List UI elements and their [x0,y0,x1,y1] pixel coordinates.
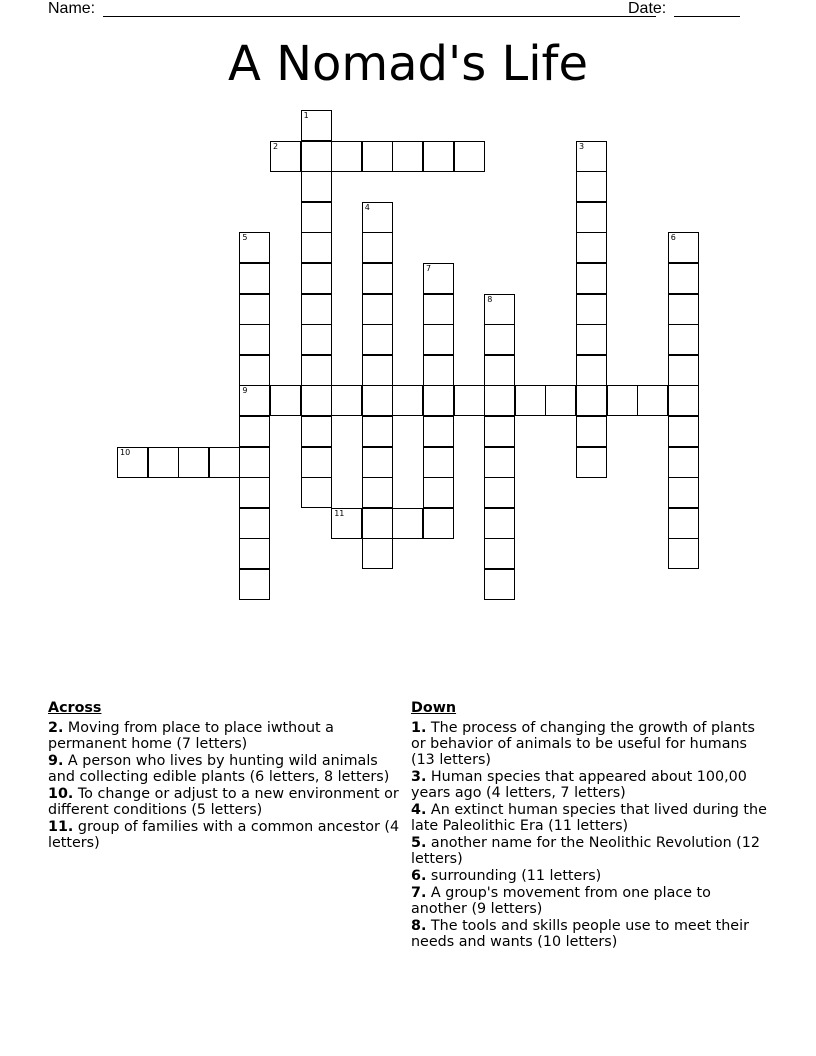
grid-cell[interactable] [668,477,699,508]
grid-cell[interactable] [301,355,332,386]
grid-cell[interactable] [668,355,699,386]
grid-cell[interactable] [239,538,270,569]
grid-cell[interactable] [362,232,393,263]
grid-cell[interactable] [301,263,332,294]
grid-cell[interactable] [301,416,332,447]
cell-number: 2 [273,141,279,151]
grid-cell[interactable] [239,232,270,263]
cell-number: 3 [579,141,585,151]
grid-cell[interactable] [484,569,515,600]
grid-cell[interactable] [576,416,607,447]
grid-cell[interactable] [239,355,270,386]
grid-cell[interactable] [301,110,332,141]
grid-cell[interactable] [576,324,607,355]
clue-text: surrounding (11 letters) [426,868,602,884]
grid-cell[interactable] [423,508,454,539]
grid-cell[interactable] [362,324,393,355]
grid-cell[interactable] [423,447,454,478]
clue-text: To change or adjust to a new environment or different conditions (5 letters) [48,786,399,818]
grid-cell[interactable] [423,385,454,416]
clue-item [411,835,771,867]
grid-cell[interactable] [637,385,668,416]
grid-cell[interactable] [576,294,607,325]
clue-number: 6. [411,868,427,884]
clue-number: 11. [48,819,74,835]
grid-cell[interactable] [362,416,393,447]
clue-number: 9. [48,753,64,769]
grid-cell[interactable] [362,538,393,569]
grid-cell[interactable] [270,385,301,416]
grid-cell[interactable] [239,324,270,355]
grid-cell[interactable] [239,294,270,325]
cell-number: 1 [303,111,309,120]
grid-cell[interactable] [607,385,638,416]
grid-cell[interactable] [301,447,332,478]
clue-item [411,868,771,884]
clue-item [411,918,771,950]
clue-number: 1. [411,720,427,736]
clue-text: A group's movement from one place to another (9 letters) [411,885,711,917]
grid-cell[interactable] [576,447,607,478]
grid-cell[interactable] [362,141,393,172]
grid-cell[interactable] [668,232,699,263]
cell-number: 4 [364,202,370,212]
grid-cell[interactable] [423,141,454,172]
cell-number: 9 [242,386,248,396]
puzzle-title: A Nomad's Life [228,36,588,92]
grid-cell[interactable] [301,141,332,172]
grid-cell[interactable] [576,171,607,202]
clue-number: 7. [411,885,427,901]
grid-cell[interactable] [392,508,423,539]
grid-cell[interactable] [301,294,332,325]
grid-cell[interactable] [423,355,454,386]
grid-cell[interactable] [668,294,699,325]
date-label: Date: [628,0,667,17]
grid-cell[interactable] [362,355,393,386]
across-heading: Across [48,700,102,716]
clue-text: The tools and skills people use to meet their needs and wants (10 letters) [411,918,749,950]
grid-cell[interactable] [484,355,515,386]
grid-cell[interactable] [239,263,270,294]
grid-cell[interactable] [362,477,393,508]
grid-cell[interactable] [576,232,607,263]
grid-cell[interactable] [239,508,270,539]
grid-cell[interactable] [668,385,699,416]
grid-cell[interactable] [362,202,393,233]
clue-number: 5. [411,835,427,851]
clue-item [48,786,403,818]
grid-cell[interactable] [484,294,515,325]
cell-number: 11 [334,508,345,518]
grid-cell[interactable] [301,477,332,508]
grid-cell[interactable] [668,508,699,539]
grid-cell[interactable] [484,447,515,478]
clue-text: Moving from place to place iwthout a permanent home (7 letters) [48,720,334,752]
grid-cell[interactable] [484,324,515,355]
grid-cell[interactable] [515,385,546,416]
cell-number: 10 [120,447,131,457]
clue-number: 2. [48,720,64,736]
grid-cell[interactable] [423,263,454,294]
grid-cell[interactable] [239,477,270,508]
grid-cell[interactable] [331,141,362,172]
clue-number: 4. [411,802,427,818]
grid-cell[interactable] [423,416,454,447]
grid-cell[interactable] [239,569,270,600]
clue-item [48,720,403,752]
grid-cell[interactable] [331,508,362,539]
grid-cell[interactable] [668,263,699,294]
grid-cell[interactable] [362,263,393,294]
grid-cell[interactable] [301,171,332,202]
clue-item [48,819,403,851]
grid-cell[interactable] [668,538,699,569]
grid-cell[interactable] [576,385,607,416]
grid-cell[interactable] [484,477,515,508]
grid-cell[interactable] [484,385,515,416]
down-heading: Down [411,700,457,716]
clue-item [411,802,771,834]
clue-text: Human species that appeared about 100,00 years ago (4 letters, 7 letters) [411,769,747,801]
down-clues [411,700,771,951]
clue-text: The process of changing the growth of plants or behavior of animals to be useful for humans (13 letters) [411,720,755,768]
clue-item [411,769,771,801]
grid-cell[interactable] [484,508,515,539]
across-clues [48,700,403,852]
grid-cell[interactable] [148,447,179,478]
grid-cell[interactable] [576,202,607,233]
grid-cell[interactable] [239,385,270,416]
grid-cell[interactable] [668,324,699,355]
grid-cell[interactable] [576,355,607,386]
grid-cell[interactable] [668,416,699,447]
grid-cell[interactable] [423,294,454,325]
grid-cell[interactable] [301,324,332,355]
clue-text: group of families with a common ancestor (4 letters) [48,819,400,851]
clue-item [411,885,771,917]
cell-number: 8 [487,294,493,304]
grid-cell[interactable] [209,447,240,478]
grid-cell[interactable] [301,232,332,263]
grid-cell[interactable] [301,385,332,416]
grid-cell[interactable] [484,416,515,447]
grid-cell[interactable] [668,447,699,478]
down-clue-list [411,720,771,950]
grid-cell[interactable] [545,385,576,416]
grid-cell[interactable] [484,538,515,569]
grid-cell[interactable] [362,508,393,539]
grid-cell[interactable] [362,294,393,325]
grid-cell[interactable] [117,447,148,478]
grid-cell[interactable] [239,416,270,447]
across-clue-list [48,720,403,851]
grid-cell[interactable] [423,324,454,355]
grid-cell[interactable] [362,385,393,416]
grid-cell[interactable] [178,447,209,478]
grid-cell[interactable] [392,385,423,416]
grid-cell[interactable] [576,263,607,294]
grid-cell[interactable] [392,141,423,172]
clue-number: 8. [411,918,427,934]
clue-text: another name for the Neolithic Revolution (12 letters) [411,835,760,867]
cell-number: 6 [670,233,676,243]
clue-text: A person who lives by hunting wild animals and collecting edible plants (6 letters, 8 letters) [48,753,390,785]
cell-number: 7 [426,264,432,273]
grid-cell[interactable] [270,141,301,172]
clue-text: An extinct human species that lived during the late Paleolithic Era (11 letters) [411,802,767,834]
name-label: Name: [48,0,96,17]
grid-cell[interactable] [576,141,607,172]
clue-item [411,720,771,768]
grid-cell[interactable] [423,477,454,508]
clue-number: 10. [48,786,74,802]
clue-number: 3. [411,769,427,785]
clue-item [48,753,403,785]
cell-number: 5 [242,233,248,243]
grid-cell[interactable] [239,447,270,478]
grid-cell[interactable] [331,385,362,416]
grid-cell[interactable] [301,202,332,233]
grid-cell[interactable] [362,447,393,478]
grid-cell[interactable] [454,385,485,416]
grid-cell[interactable] [454,141,485,172]
